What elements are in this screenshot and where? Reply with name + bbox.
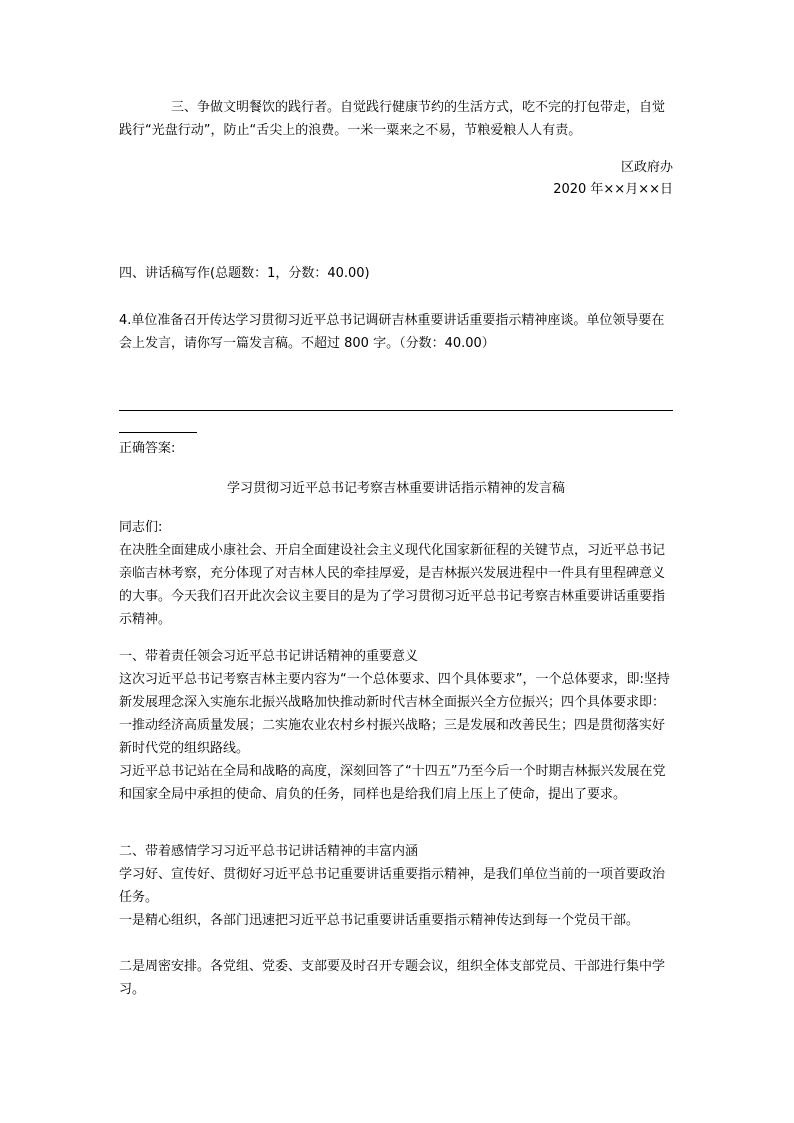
speech-section-1 — [119, 645, 673, 806]
section-1-heading: 一、带着责任领会习近平总书记讲话精神的重要意义 — [119, 649, 419, 664]
notice-signer: 区政府办 — [620, 160, 673, 175]
answer-label: 正确答案: — [119, 441, 176, 456]
speech-section-2 — [119, 840, 673, 1001]
speech-title: 学习贯彻习近平总书记考察吉林重要讲话指示精神的发言稿 — [226, 481, 565, 496]
notice-point-3: 三、争做文明餐饮的践行者。自觉践行健康节约的生活方式，吃不完的打包带走，自觉践行“光盘行动”，防止“舌尖上的浪费。一米一粟来之不易，节粮爱粮人人有责。 — [119, 100, 666, 138]
notice-date: 2020 年××月××日 — [553, 182, 673, 197]
answer-divider-short-line — [119, 432, 197, 433]
section-heading: 四、讲话稿写作(总题数：1，分数：40.00) — [119, 266, 370, 281]
question-text: 4.单位准备召开传达学习贯彻习近平总书记调研吉林重要讲话重要指示精神座谈。单位领导要在会上发言，请你写一篇发言稿。不超过 800 字。（分数：40.00） — [119, 313, 665, 351]
speech-intro: 在决胜全面建成小康社会、开启全面建设社会主义现代化国家新征程的关键节点，习近平总书记亲临吉林考察，充分体现了对吉林人民的牵挂厚爱，是吉林振兴发展进程中一件具有里程碑意义的大事。今天我们召开此次会议主要目的是为了学习贯彻习近平总书记考察吉林重要讲话重要指示精神。 — [119, 543, 666, 627]
section-1-paragraph-2: 习近平总书记站在全局和战略的高度，深刻回答了“十四五”乃至今后一个时期吉林振兴发展在党和国家全局中承担的使命、肩负的任务，同样也是给我们肩上压上了使命，提出了要求。 — [119, 764, 666, 802]
section-2-heading: 二、带着感情学习习近平总书记讲话精神的丰富内涵 — [119, 844, 419, 859]
section-2-paragraph-2: 一是精心组织，各部门迅速把习近平总书记重要讲话重要指示精神传达到每一个党员干部。 — [119, 913, 640, 928]
speech-body — [119, 516, 673, 631]
section-2-paragraph-1: 学习好、宣传好、贯彻好习近平总书记重要讲话重要指示精神，是我们单位当前的一项首要政治任务。 — [119, 867, 666, 905]
answer-divider-line — [119, 410, 673, 411]
speech-salutation: 同志们: — [119, 520, 163, 535]
section-2-paragraph-3: 二是周密安排。各党组、党委、支部要及时召开专题会议，组织全体支部党员、干部进行集中学习。 — [119, 959, 666, 997]
section-1-paragraph-1: 这次习近平总书记考察吉林主要内容为“一个总体要求、四个具体要求”，一个总体要求，即:坚持新发展理念深入实施东北振兴战略加快推动新时代吉林全面振兴全方位振兴；四个具体要求即：一推动经济高质量发展；二实施农业农村乡村振兴战略；三是发展和改善民生；四是贯彻落实好新时代党的组织路线。 — [119, 672, 670, 756]
